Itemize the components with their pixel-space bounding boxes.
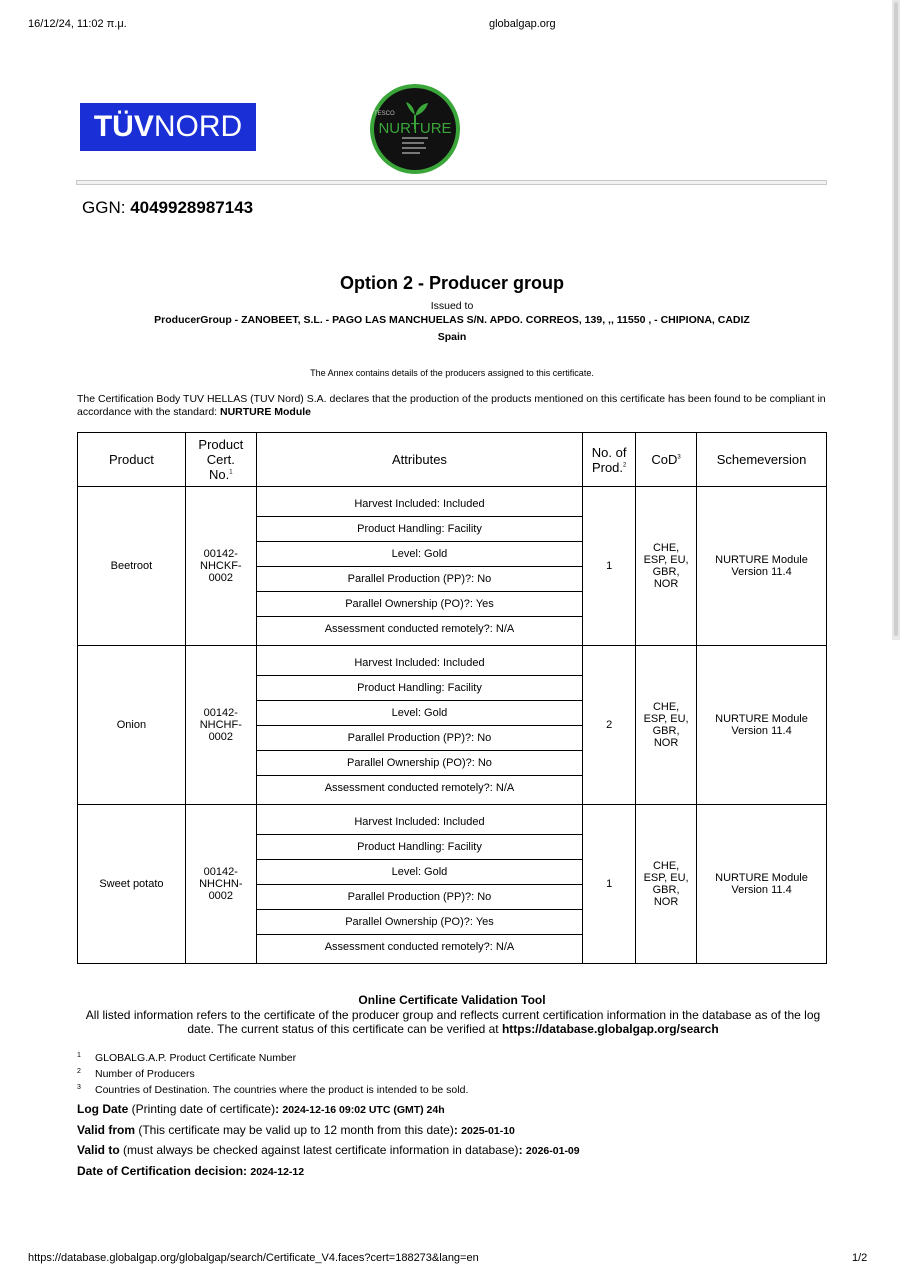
attribute: Parallel Production (PP)?: No bbox=[257, 885, 582, 910]
header-product: Product bbox=[78, 433, 186, 487]
tuv-logo-text: TÜV bbox=[93, 110, 154, 143]
attributes-cell bbox=[256, 487, 582, 646]
product-cell: Onion bbox=[78, 646, 186, 805]
header-attributes: Attributes bbox=[256, 433, 582, 487]
validation-text bbox=[78, 1008, 828, 1036]
cert-cell: 00142- NHCKF- 0002 bbox=[185, 487, 256, 646]
tuv-nord-logo bbox=[80, 103, 256, 151]
attribute: Parallel Ownership (PO)?: No bbox=[257, 751, 582, 776]
cert-cell: 00142- NHCHF- 0002 bbox=[185, 646, 256, 805]
ggn-value: 4049928987143 bbox=[130, 198, 254, 217]
ggn-line bbox=[82, 198, 253, 218]
num-producers-cell: 1 bbox=[583, 487, 636, 646]
annex-note: The Annex contains details of the producers assigned to this certificate. bbox=[310, 368, 594, 378]
cod-cell: CHE, ESP, EU, GBR, NOR bbox=[636, 487, 697, 646]
footnote: 3 Countries of Destination. The countries where the product is intended to be sold. bbox=[77, 1084, 469, 1096]
attribute: Product Handling: Facility bbox=[257, 676, 582, 701]
attribute: Level: Gold bbox=[257, 542, 582, 567]
table-row bbox=[78, 805, 827, 964]
attribute: Parallel Production (PP)?: No bbox=[257, 726, 582, 751]
attribute: Harvest Included: Included bbox=[257, 492, 582, 517]
header-cert: Product Cert. No.$^1$ bbox=[185, 433, 256, 487]
attribute: Level: Gold bbox=[257, 860, 582, 885]
attribute: Parallel Ownership (PO)?: Yes bbox=[257, 910, 582, 935]
scheme-cell: NURTURE Module Version 11.4 bbox=[697, 805, 827, 964]
print-url[interactable]: https://database.globalgap.org/globalgap/search/Certificate_V4.faces?cert=188273&lang=en bbox=[28, 1252, 479, 1264]
nurture-logo bbox=[368, 82, 462, 176]
attribute: Level: Gold bbox=[257, 701, 582, 726]
country: Spain bbox=[437, 331, 467, 343]
attributes-cell bbox=[256, 805, 582, 964]
table-header-row bbox=[78, 433, 827, 487]
attribute: Product Handling: Facility bbox=[257, 517, 582, 542]
standard-name: NURTURE Module bbox=[220, 406, 312, 418]
ggn-label: GGN: bbox=[82, 198, 126, 217]
log-date: Log Date (Printing date of certificate): 2024-12-16 09:02 UTC (GMT) 24h bbox=[77, 1102, 445, 1116]
header-divider bbox=[76, 180, 827, 185]
footnote: 1 GLOBALG.A.P. Product Certificate Number bbox=[77, 1052, 297, 1064]
issued-to-label: Issued to bbox=[430, 300, 474, 312]
footnote: 2 Number of Producers bbox=[77, 1068, 195, 1080]
valid-to: Valid to (must always be checked against latest certificate information in database): 2026-01-09 bbox=[77, 1143, 580, 1157]
header-num-producers: No. of Prod.$^2$ bbox=[583, 433, 636, 487]
product-cell: Beetroot bbox=[78, 487, 186, 646]
scheme-cell: NURTURE Module Version 11.4 bbox=[697, 646, 827, 805]
attribute: Assessment conducted remotely?: N/A bbox=[324, 940, 515, 953]
declaration-text: The Certification Body TUV HELLAS (TUV Nord) S.A. declares that the production of the products mentioned on this certificate has been found to be compliant in accordance with the standard: bbox=[77, 393, 826, 418]
attribute: Assessment conducted remotely?: N/A bbox=[324, 622, 515, 635]
attribute: Assessment conducted remotely?: N/A bbox=[324, 781, 515, 794]
header-scheme: Schemeversion bbox=[697, 433, 827, 487]
tesco-text: TESCO bbox=[374, 111, 395, 117]
attribute: Product Handling: Facility bbox=[257, 835, 582, 860]
attribute: Harvest Included: Included bbox=[257, 810, 582, 835]
nurture-text: NURTURE bbox=[378, 120, 452, 137]
product-cell: Sweet potato bbox=[78, 805, 186, 964]
cod-cell: CHE, ESP, EU, GBR, NOR bbox=[636, 646, 697, 805]
table-row bbox=[78, 487, 827, 646]
page-indicator: 1/2 bbox=[852, 1252, 868, 1264]
valid-from: Valid from (This certificate may be valid up to 12 month from this date): 2025-01-10 bbox=[77, 1123, 515, 1137]
print-site: globalgap.org bbox=[489, 18, 556, 30]
print-datetime: 16/12/24, 11:02 π.μ. bbox=[28, 18, 127, 30]
cert-cell: 00142- NHCHN- 0002 bbox=[185, 805, 256, 964]
declaration bbox=[77, 393, 829, 419]
option-title: Option 2 - Producer group bbox=[340, 273, 564, 293]
validation-link[interactable]: https://database.globalgap.org/search bbox=[501, 1022, 719, 1036]
validation-body: All listed information refers to the certificate of the producer group and reflects current certification information in the database as of the log date. The current status of this certificate can be verified at bbox=[85, 1008, 821, 1036]
cod-cell: CHE, ESP, EU, GBR, NOR bbox=[636, 805, 697, 964]
attributes-cell bbox=[256, 646, 582, 805]
header-cod: CoD$^3$ bbox=[636, 433, 697, 487]
num-producers-cell: 2 bbox=[583, 646, 636, 805]
attribute: Parallel Ownership (PO)?: Yes bbox=[257, 592, 582, 617]
num-producers-cell: 1 bbox=[583, 805, 636, 964]
products-table bbox=[77, 432, 827, 964]
producer-group: ProducerGroup - ZANOBEET, S.L. - PAGO LAS MANCHUELAS S/N. APDO. CORREOS, 139, ,, 11550 , - CHIPIONA, CADIZ bbox=[154, 314, 750, 326]
table-row bbox=[78, 646, 827, 805]
nord-logo-text: NORD bbox=[153, 110, 243, 143]
certification-decision-date: Date of Certification decision: 2024-12-12 bbox=[77, 1164, 305, 1178]
validation-title: Online Certificate Validation Tool bbox=[358, 993, 546, 1007]
attribute: Harvest Included: Included bbox=[257, 651, 582, 676]
scheme-cell: NURTURE Module Version 11.4 bbox=[697, 487, 827, 646]
attribute: Parallel Production (PP)?: No bbox=[257, 567, 582, 592]
